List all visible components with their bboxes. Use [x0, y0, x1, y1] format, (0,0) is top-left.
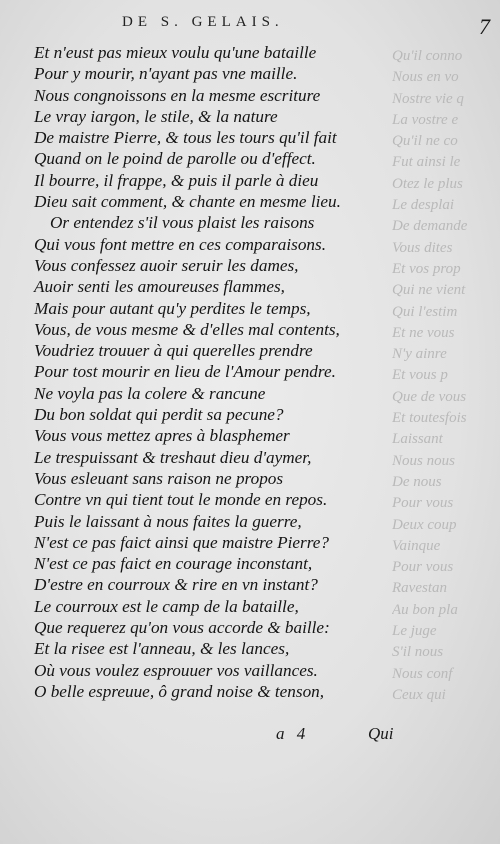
ghost-line: Otez le plus [392, 175, 463, 192]
verse-line: Dieu sait comment, & chante en mesme lieu. [34, 192, 341, 212]
verse-line: O belle espreuue, ô grand noise & tenson, [34, 681, 325, 701]
ghost-line: Qui ne vient [392, 282, 466, 299]
ghost-line: Et vous p [392, 367, 448, 384]
ghost-line: Et vos prop [392, 260, 461, 277]
verse-line: Vous esleuant sans raison ne propos [34, 468, 284, 488]
ghost-line: Deux coup [392, 516, 457, 533]
verse-line: Du bon soldat qui perdit sa pecune? [34, 405, 284, 425]
verse-line: Voudriez trouuer à qui querelles prendre [34, 341, 313, 361]
verse-line: Or entendez s'il vous plaist les raisons [50, 213, 315, 233]
ghost-line: De nous [392, 473, 442, 490]
verse-line: Et n'eust pas mieux voulu qu'une bataille [34, 43, 317, 62]
ghost-line: Nostre vie q [392, 90, 464, 107]
verse-line: Où vous voulez esprouuer vos vaillances. [34, 660, 318, 680]
verse-line: N'est ce pas faict ainsi que maistre Pierre? [34, 532, 330, 552]
poem-body [34, 42, 394, 702]
ghost-line: Au bon pla [392, 601, 458, 618]
ghost-line: Nous conf [392, 665, 453, 682]
verse-line: Ne voyla pas la colere & rancune [34, 383, 266, 403]
ghost-line: Fut ainsi le [392, 154, 461, 171]
verse-line: Mais pour autant qu'y perdites le temps, [34, 298, 311, 318]
ghost-line: Laissant [392, 431, 443, 448]
ghost-line: Et toutesfois [392, 410, 467, 427]
ghost-line: Qu'il conno [392, 48, 463, 64]
signature-mark: a 4 [276, 724, 310, 743]
verse-line: Le courroux est le camp de la bataille, [34, 596, 299, 616]
verse-line: Le vray iargon, le stile, & la nature [34, 106, 278, 126]
ghost-line: Et ne vous [392, 324, 455, 341]
verse-line: Vous, de vous mesme & d'elles mal contents, [34, 319, 340, 339]
ghost-line: De demande [392, 218, 468, 235]
catchword: Qui [368, 724, 394, 743]
verse-line: De maistre Pierre, & tous les tours qu'il fait [34, 128, 337, 148]
ghost-line: Que de vous [392, 388, 467, 405]
verse-line: Puis le laissant à nous faites la guerre, [34, 511, 302, 531]
verse-line: Quand on le poind de parolle ou d'effect. [34, 149, 316, 169]
ghost-line: N'y ainre [392, 346, 447, 363]
verse-line: Et la risee est l'anneau, & les lances, [34, 639, 290, 659]
ghost-line: Qu'il ne co [392, 133, 458, 150]
ghost-line: Le juge [392, 623, 437, 640]
verse-line: Contre vn qui tient tout le monde en repos. [34, 490, 328, 510]
running-head: DE S. GELAIS. [122, 14, 284, 30]
verse-line: Vous confessez auoir seruir les dames, [34, 255, 299, 275]
verse-line: Il bourre, il frappe, & puis il parle à dieu [34, 170, 319, 190]
ghost-line: Le desplai [392, 197, 455, 214]
ghost-line: Ravestan [392, 580, 447, 597]
ghost-line: Ceux qui [392, 686, 446, 703]
page-number: 7 [479, 14, 490, 39]
verse-line: Pour y mourir, n'ayant pas vne maille. [34, 64, 298, 84]
ghost-line: S'il nous [392, 644, 444, 661]
ghost-line: La vostre e [392, 111, 459, 128]
ghost-line: Vainque [392, 537, 441, 554]
verse-line: Nous congnoissons en la mesme escriture [34, 85, 321, 105]
verse-line: Qui vous font mettre en ces comparaisons. [34, 234, 326, 254]
ghost-line: Pour vous [392, 495, 454, 512]
verse-line: Vous vous mettez apres à blasphemer [34, 426, 290, 446]
verse-line: N'est ce pas faict en courage inconstant, [34, 554, 313, 574]
verse-line: Que requerez qu'on vous accorde & baille: [34, 618, 330, 638]
ghost-line: Pour vous [392, 559, 454, 576]
ghost-line: Nous en vo [392, 69, 459, 86]
bleed-through-text [392, 46, 500, 706]
verse-line: Auoir senti les amoureuses flammes, [34, 277, 285, 297]
ghost-line: Qui l'estim [392, 303, 458, 320]
verse-line: Pour tost mourir en lieu de l'Amour pendre. [34, 362, 336, 382]
ghost-line: Vous dites [392, 239, 453, 256]
ghost-line: Nous nous [392, 452, 455, 469]
verse-line: Le trespuissant & treshaut dieu d'aymer, [34, 447, 312, 467]
verse-line: D'estre en courroux & rire en vn instant? [34, 575, 318, 595]
